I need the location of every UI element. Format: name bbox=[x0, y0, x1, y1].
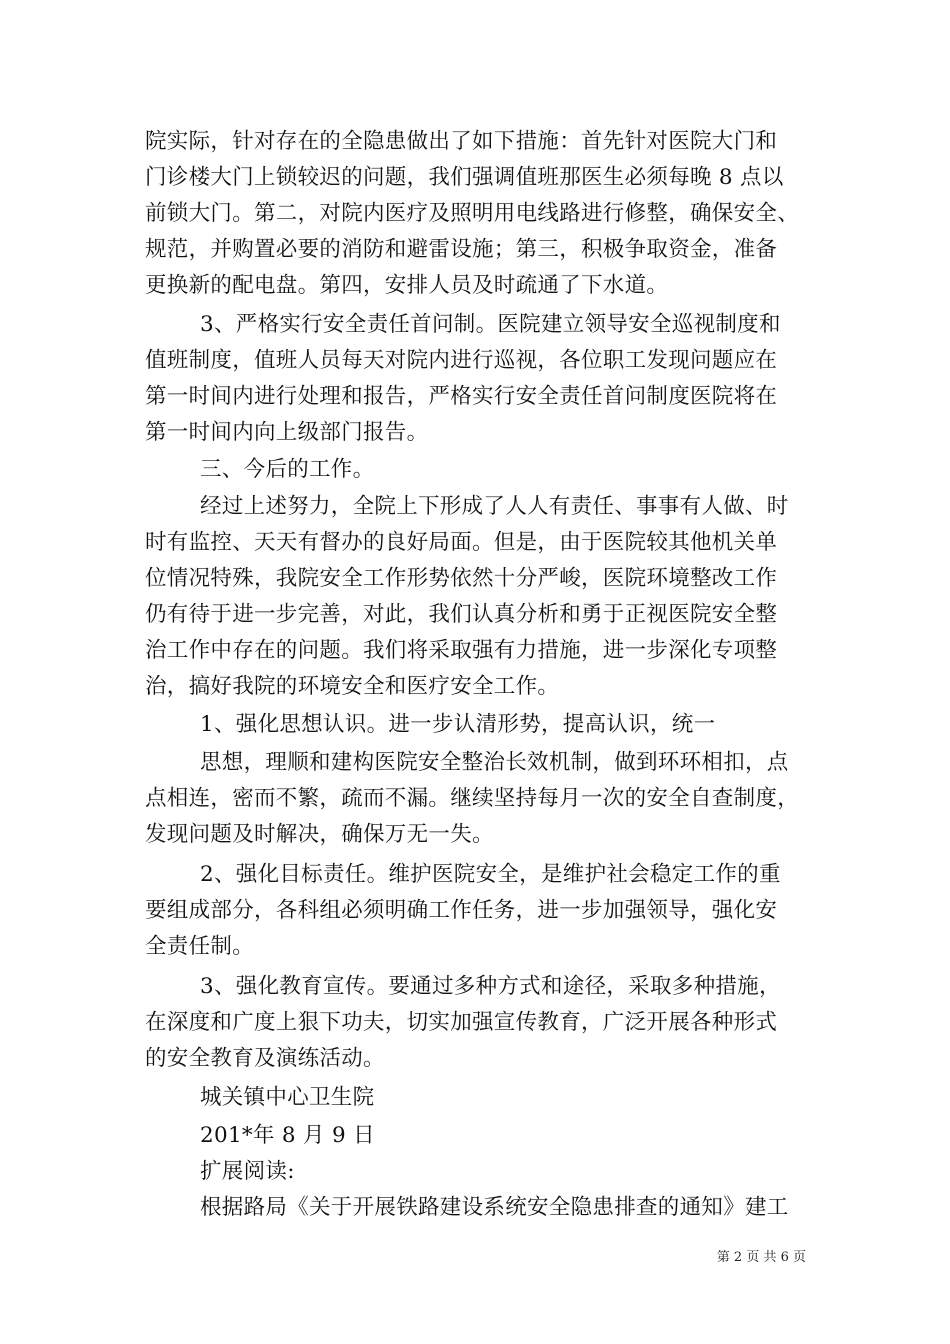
text-line: 治工作中存在的问题。我们将采取强有力措施，进一步深化专项整 bbox=[145, 638, 778, 663]
text-line: 要组成部分，各科组必须明确工作任务，进一步加强领导，强化安 bbox=[145, 898, 778, 923]
text-line: 更换新的配电盘。第四，安排人员及时疏通了下水道。 bbox=[145, 273, 669, 298]
text-line: 位情况特殊，我院安全工作形势依然十分严峻，医院环境整改工作 bbox=[145, 566, 778, 591]
text-line: 1、强化思想认识。进一步认清形势，提高认识，统一 bbox=[200, 712, 716, 737]
text-line: 值班制度，值班人员每天对院内进行巡视，各位职工发现问题应在 bbox=[145, 348, 778, 373]
text-line: 院实际，针对存在的全隐患做出了如下措施：首先针对医院大门和 bbox=[145, 129, 778, 154]
text-line: 经过上述努力，全院上下形成了人人有责任、事事有人做、时 bbox=[200, 494, 789, 519]
text-line: 点相连，密而不繁，疏而不漏。继续坚持每月一次的安全自查制度， bbox=[145, 786, 800, 811]
text-line: 前锁大门。第二，对院内医疗及照明用电线路进行修整，确保安全、 bbox=[145, 201, 800, 226]
text-line: 治，搞好我院的环境安全和医疗安全工作。 bbox=[145, 674, 560, 699]
text-line: 3、严格实行安全责任首问制。医院建立领导安全巡视制度和 bbox=[200, 312, 781, 337]
text-line: 在深度和广度上狠下功夫，切实加强宣传教育，广泛开展各种形式 bbox=[145, 1010, 778, 1035]
text-line: 规范，并购置必要的消防和避雷设施；第三，积极争取资金，准备 bbox=[145, 237, 778, 262]
text-line: 时有监控、天天有督办的良好局面。但是，由于医院较其他机关单 bbox=[145, 530, 778, 555]
text-line: 的安全教育及演练活动。 bbox=[145, 1046, 385, 1071]
text-line: 根据路局《关于开展铁路建设系统安全隐患排查的通知》建工 bbox=[200, 1195, 789, 1220]
text-line: 第一时间内进行处理和报告，严格实行安全责任首问制度医院将在 bbox=[145, 384, 778, 409]
text-line: 全责任制。 bbox=[145, 934, 255, 959]
page-number: 第 2 页 共 6 页 bbox=[716, 1250, 806, 1265]
signature-org: 城关镇中心卫生院 bbox=[200, 1085, 375, 1110]
text-line: 思想，理顺和建构医院安全整治长效机制，做到环环相扣，点 bbox=[200, 750, 789, 775]
extended-reading-label: 扩展阅读: bbox=[200, 1159, 295, 1184]
text-line: 门诊楼大门上锁较迟的问题，我们强调值班那医生必须每晚 8 点以 bbox=[145, 165, 784, 190]
section-heading: 三、今后的工作。 bbox=[200, 457, 375, 482]
text-line: 第一时间内向上级部门报告。 bbox=[145, 420, 429, 445]
text-line: 仍有待于进一步完善，对此，我们认真分析和勇于正视医院安全整 bbox=[145, 602, 778, 627]
text-line: 发现问题及时解决，确保万无一失。 bbox=[145, 822, 494, 847]
signature-date: 201*年 8 月 9 日 bbox=[200, 1123, 375, 1148]
text-line: 2、强化目标责任。维护医院安全，是维护社会稳定工作的重 bbox=[200, 862, 781, 887]
text-line: 3、强化教育宣传。要通过多种方式和途径，采取多种措施， bbox=[200, 974, 781, 999]
